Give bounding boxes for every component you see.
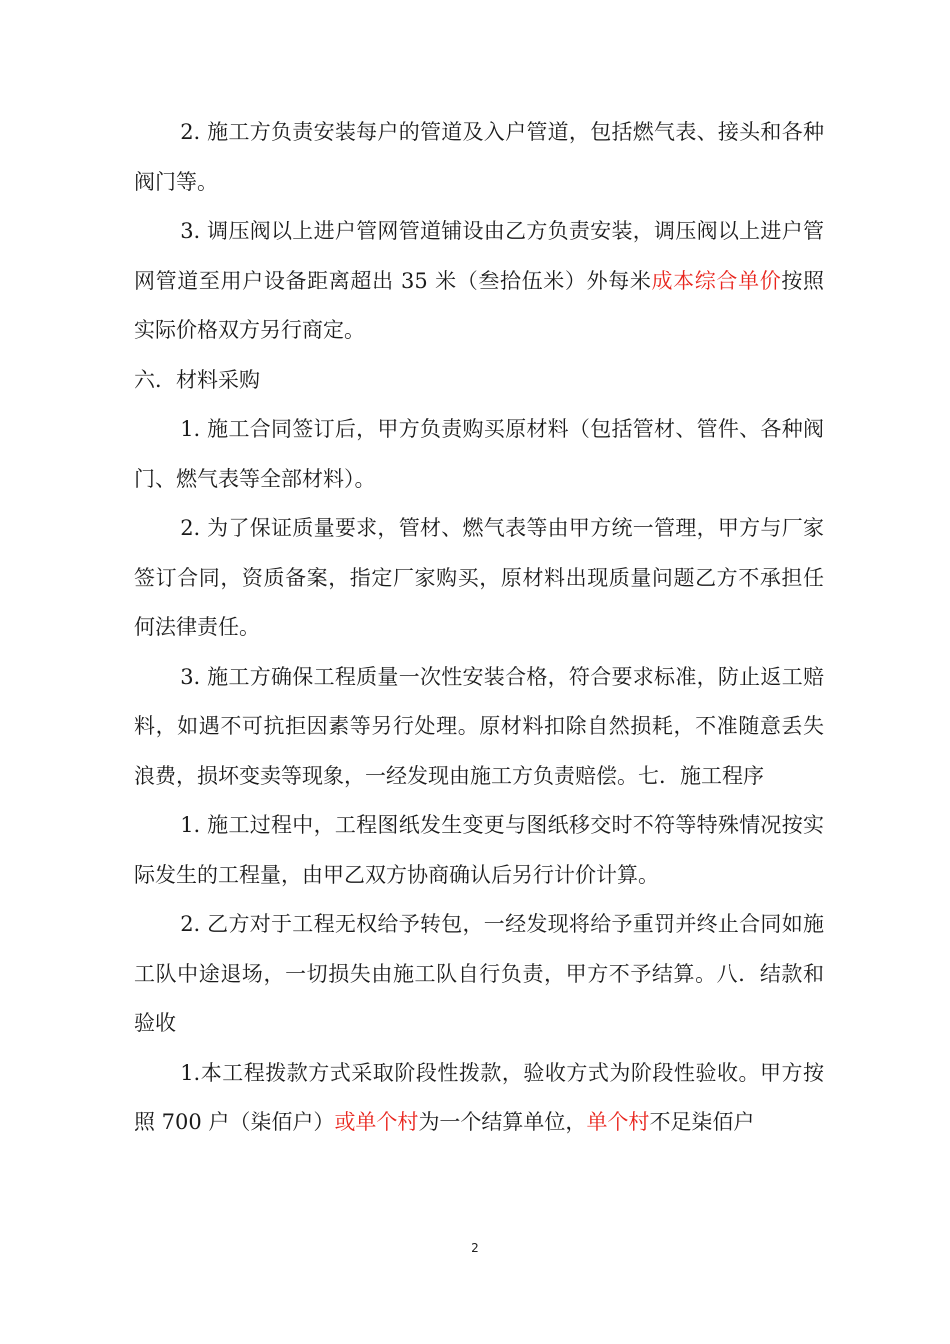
paragraph <box>134 1049 824 1148</box>
paragraph-text: 按照实际价格双方另行商定。 <box>134 268 825 342</box>
paragraph <box>134 108 824 207</box>
paragraph <box>134 504 824 653</box>
paragraph <box>134 900 824 1049</box>
paragraph-text: 3. 调压阀以上进户管网管道铺设由乙方负责安装，调压阀以上进户管网管道至用户设备距离超出 35 米（叁拾伍米）外每米 <box>134 219 824 293</box>
paragraph <box>134 356 824 406</box>
paragraph <box>134 405 824 504</box>
document-body <box>134 108 824 1148</box>
paragraph-text: 1. 施工过程中，工程图纸发生变更与图纸移交时不符等特殊情况按实际发生的工程量，由甲乙双方协商确认后另行计价计算。 <box>134 813 824 887</box>
paragraph-text: 2. 乙方对于工程无权给予转包，一经发现将给予重罚并终止合同如施工队中途退场，一切损失由施工队自行负责，甲方不予结算。八．结款和验收 <box>134 912 824 1035</box>
paragraph-text: 六．材料采购 <box>134 367 260 392</box>
paragraph-text: 不足柒佰户 <box>649 1110 755 1134</box>
highlighted-text: 或单个村 <box>334 1110 419 1134</box>
highlighted-text: 单个村 <box>586 1110 650 1134</box>
paragraph <box>134 207 824 356</box>
paragraph-text: 3. 施工方确保工程质量一次性安装合格，符合要求标准，防止返工赔料，如遇不可抗拒因素等另行处理。原材料扣除自然损耗，不准随意丢失浪费，损坏变卖等现象，一经发现由施工方负责赔偿。七．施工程序 <box>134 664 824 788</box>
paragraph <box>134 653 824 802</box>
paragraph-text: 为一个结算单位， <box>418 1110 587 1134</box>
page-number: 2 <box>471 1241 479 1255</box>
highlighted-text: 成本综合单价 <box>651 268 782 293</box>
paragraph <box>134 801 824 900</box>
paragraph-text: 1. 施工合同签订后，甲方负责购买原材料（包括管材、管件、各种阀门、燃气表等全部材料）。 <box>134 417 824 491</box>
paragraph-text: 2. 施工方负责安装每户的管道及入户管道，包括燃气表、接头和各种阀门等。 <box>134 120 824 194</box>
paragraph-text: 2. 为了保证质量要求，管材、燃气表等由甲方统一管理，甲方与厂家签订合同，资质备案，指定厂家购买，原材料出现质量问题乙方不承担任何法律责任。 <box>134 516 824 639</box>
paragraph-text: 1.本工程拨款方式采取阶段性拨款，验收方式为阶段性验收。甲方按照 700 户（柒佰户） <box>134 1060 824 1134</box>
